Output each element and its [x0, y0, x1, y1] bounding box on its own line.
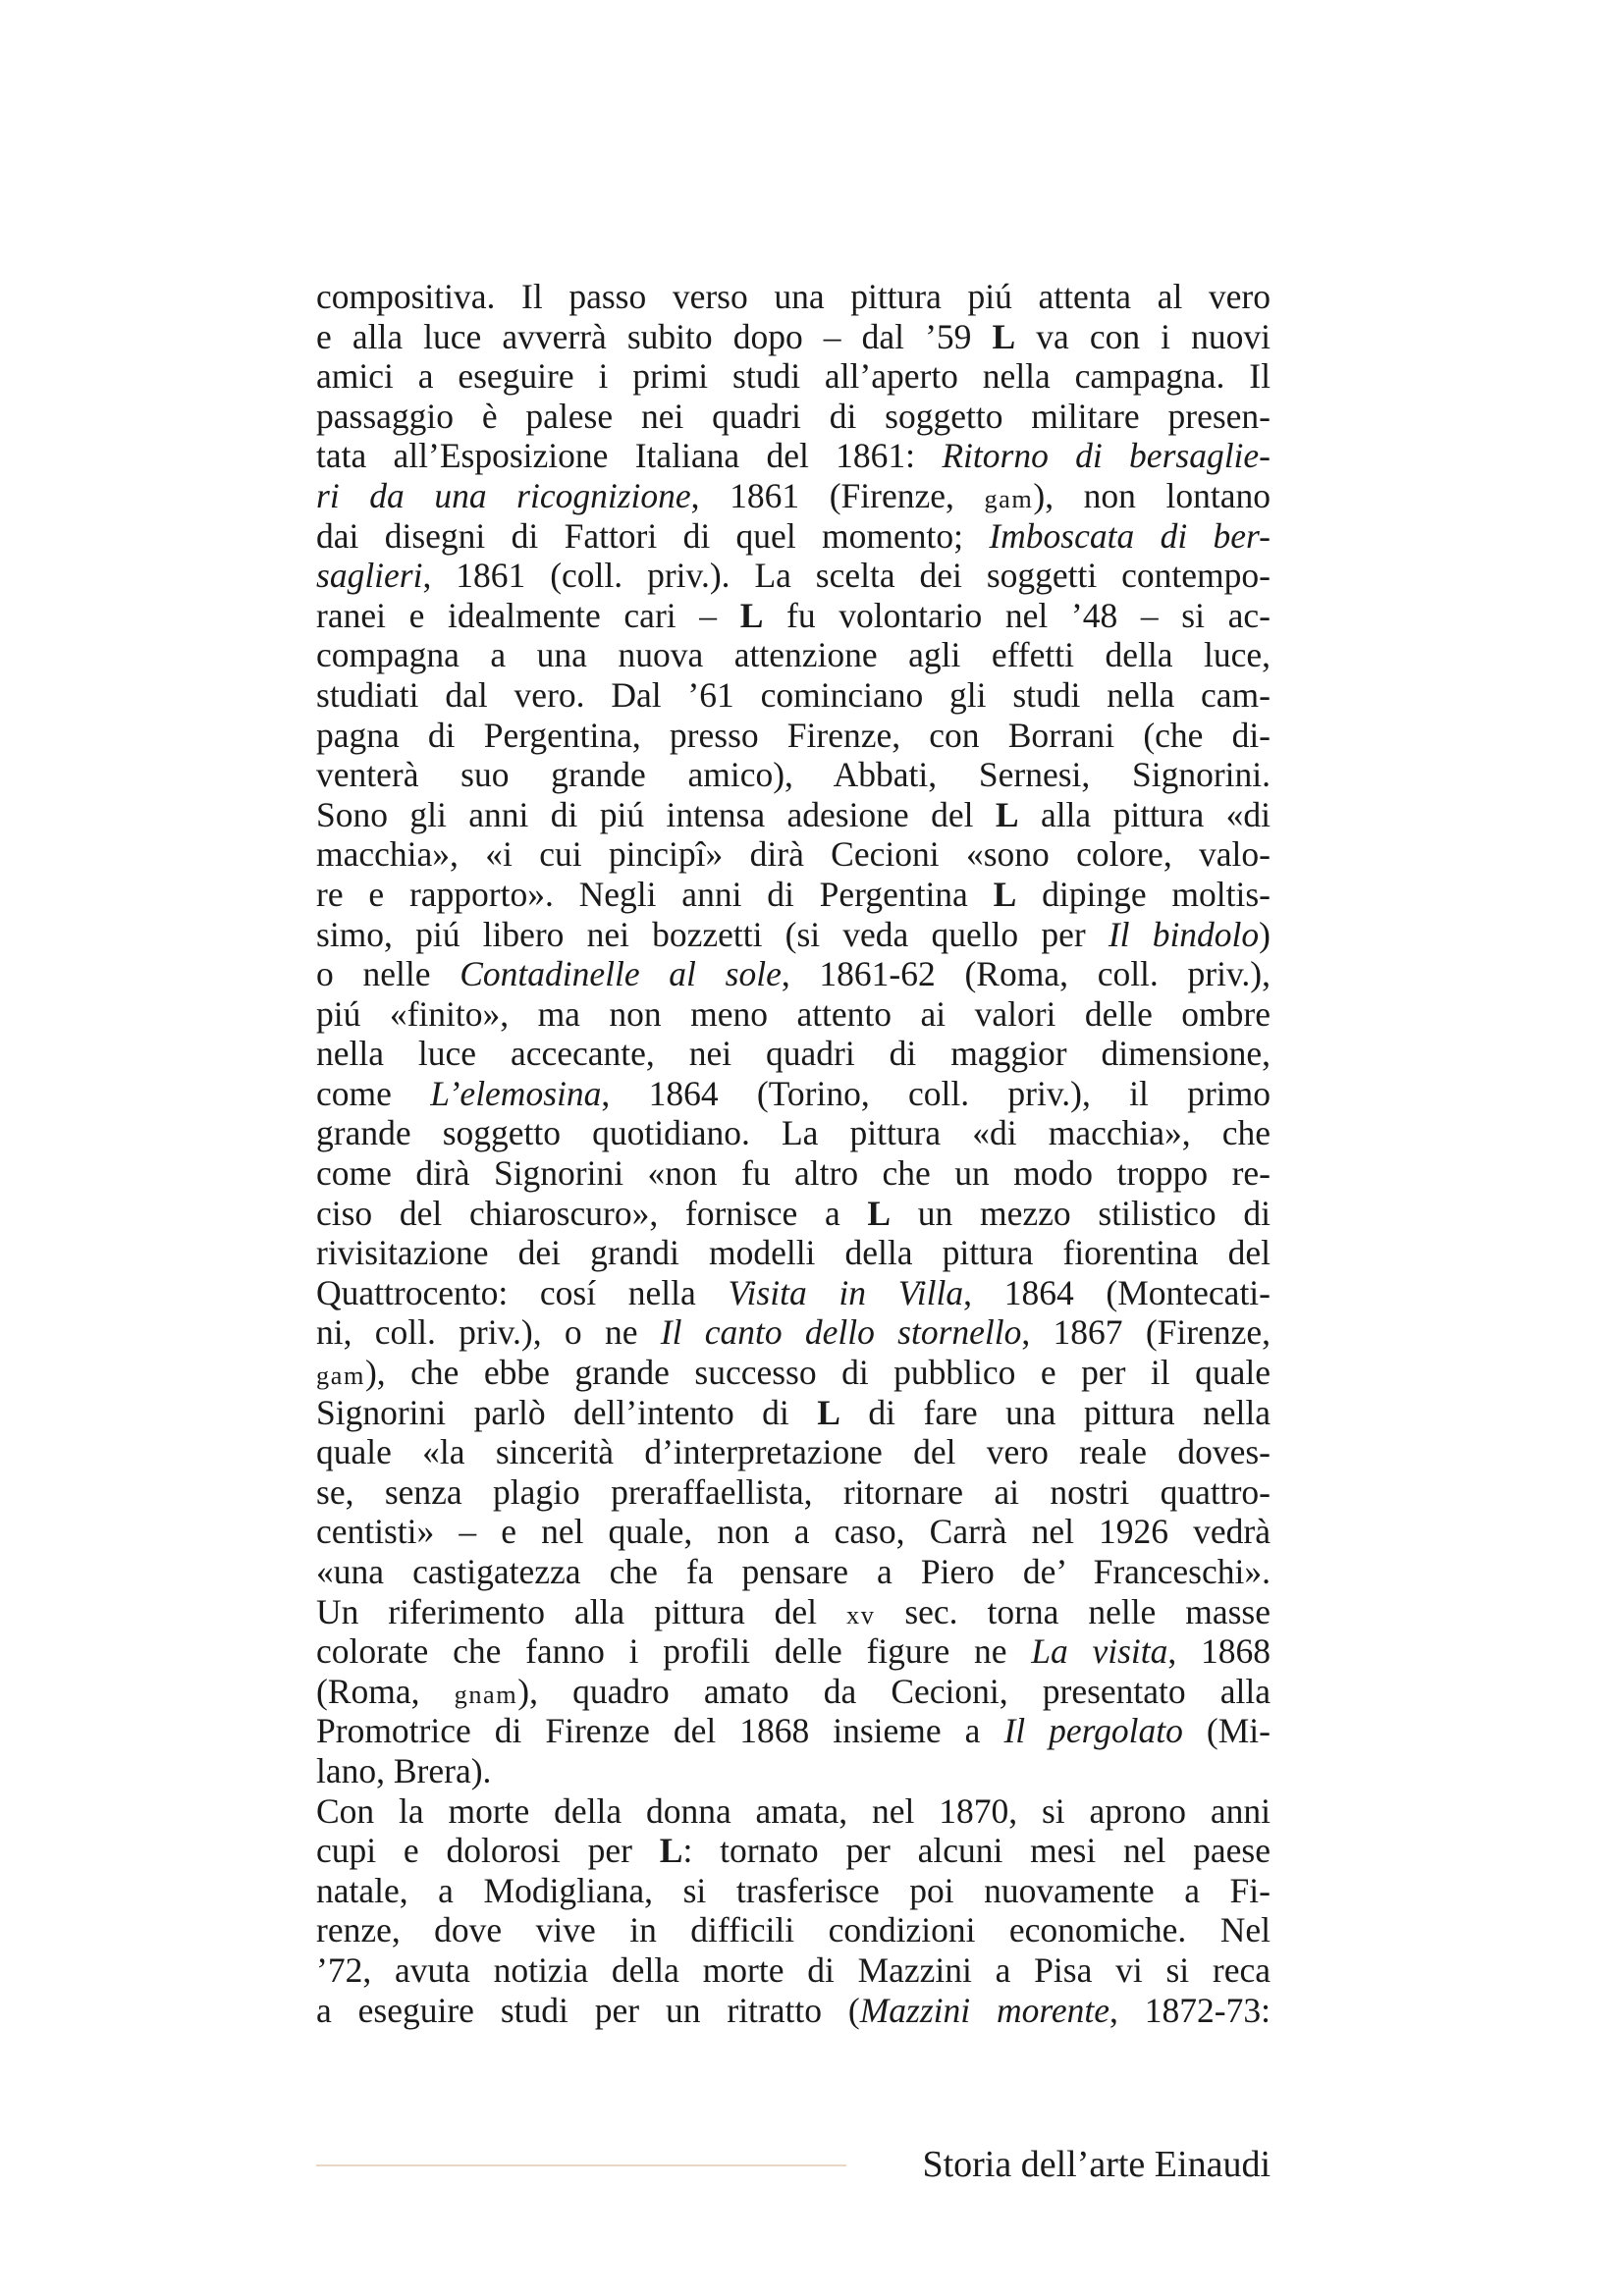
- footer-publication-title: Storia dell’arte Einaudi: [922, 2144, 1271, 2185]
- text-line: quale «la sincerità d’interpretazione del vero reale doves-: [316, 1432, 1271, 1472]
- text-line: cupi e dolorosi per L: tornato per alcuni mesi nel paese: [316, 1831, 1271, 1871]
- text-line: tata all’Esposizione Italiana del 1861: Ritorno di bersaglie-: [316, 436, 1271, 476]
- artwork-title: La visita: [1031, 1631, 1168, 1672]
- body-paragraph-1: [316, 277, 1271, 1791]
- body-paragraph-2: [316, 1791, 1271, 2031]
- author-initial: L: [867, 1193, 892, 1233]
- text-line: se, senza plagio preraffaellista, ritornare ai nostri quattro-: [316, 1471, 1271, 1512]
- artwork-title: saglieri: [316, 556, 423, 596]
- text-line: Sono gli anni di piú intensa adesione del L alla pittura «di: [316, 794, 1271, 834]
- text-line: pagna di Pergentina, presso Firenze, con Borrani (che di-: [316, 715, 1271, 755]
- text-line: natale, a Modigliana, si trasferisce poi nuovamente a Fi-: [316, 1870, 1271, 1910]
- text-line: o nelle Contadinelle al sole, 1861-62 (Roma, coll. priv.),: [316, 954, 1271, 994]
- text-line: venterà suo grande amico), Abbati, Sernesi, Signorini.: [316, 755, 1271, 795]
- text-line: amici a eseguire i primi studi all’aperto nella campagna. Il: [316, 356, 1271, 397]
- text-line: Un riferimento alla pittura del xv sec. torna nelle masse: [316, 1591, 1271, 1631]
- text-line: (Roma, gnam), quadro amato da Cecioni, presentato alla: [316, 1671, 1271, 1711]
- century-numeral: xv: [845, 1600, 876, 1629]
- text-line: grande soggetto quotidiano. La pittura «di macchia», che: [316, 1113, 1271, 1153]
- museum-abbreviation: gam: [984, 484, 1034, 513]
- artwork-title: Imboscata di ber-: [989, 515, 1271, 556]
- text-line: compagna a una nuova attenzione agli effetti della luce,: [316, 635, 1271, 675]
- text-line: passaggio è palese nei quadri di soggetto militare presen-: [316, 396, 1271, 436]
- text-line: ranei e idealmente cari – L fu volontario nel ’48 – si ac-: [316, 595, 1271, 635]
- text-line: Promotrice di Firenze del 1868 insieme a Il pergolato (Mi-: [316, 1711, 1271, 1751]
- text-line: re e rapporto». Negli anni di Pergentina L dipinge moltis-: [316, 874, 1271, 914]
- artwork-title: Visita in Villa: [728, 1272, 964, 1312]
- artwork-title: ri da una ricognizione: [316, 475, 691, 515]
- page-footer: [316, 2142, 1271, 2187]
- text-line: macchia», «i cui pincipî» dirà Cecioni «sono colore, valo-: [316, 834, 1271, 875]
- text-line: renze, dove vive in difficili condizioni economiche. Nel: [316, 1910, 1271, 1950]
- artwork-title: Il bindolo: [1108, 914, 1260, 954]
- footer-divider: [316, 2164, 846, 2166]
- artwork-title: L’elemosina: [430, 1073, 602, 1113]
- text-line: simo, piú libero nei bozzetti (si veda quello per Il bindolo): [316, 914, 1271, 954]
- text-line: colorate che fanno i profili delle figure ne La visita, 1868: [316, 1631, 1271, 1672]
- artwork-title: Ritorno di bersaglie-: [942, 436, 1271, 476]
- text-line: lano, Brera).: [316, 1750, 492, 1790]
- author-initial: L: [993, 874, 1017, 914]
- text-line: Quattrocento: cosí nella Visita in Villa, 1864 (Montecati-: [316, 1272, 1271, 1312]
- text-line: ciso del chiaroscuro», fornisce a L un mezzo stilistico di: [316, 1193, 1271, 1233]
- text-line: nella luce accecante, nei quadri di maggior dimensione,: [316, 1034, 1271, 1074]
- artwork-title: Il pergolato: [1003, 1711, 1183, 1751]
- page-body: [316, 277, 1271, 2030]
- text-line: rivisitazione dei grandi modelli della pittura fiorentina del: [316, 1233, 1271, 1273]
- text-line: gam), che ebbe grande successo di pubblico e per il quale: [316, 1353, 1271, 1393]
- artwork-title: Contadinelle al sole: [460, 954, 782, 994]
- text-line: «una castigatezza che fa pensare a Piero de’ Franceschi».: [316, 1552, 1271, 1591]
- author-initial: L: [659, 1831, 683, 1871]
- text-line: ni, coll. priv.), o ne Il canto dello stornello, 1867 (Firenze,: [316, 1312, 1271, 1353]
- text-line: ri da una ricognizione, 1861 (Firenze, gam), non lontano: [316, 475, 1271, 515]
- text-line: ’72, avuta notizia della morte di Mazzini a Pisa vi si reca: [316, 1949, 1271, 1990]
- artwork-title: Mazzini morente: [859, 1990, 1110, 2030]
- text-line: dai disegni di Fattori di quel momento; Imboscata di ber-: [316, 515, 1271, 556]
- text-line: a eseguire studi per un ritratto (Mazzini morente, 1872-73:: [316, 1990, 1271, 2030]
- text-line: come L’elemosina, 1864 (Torino, coll. priv.), il primo: [316, 1073, 1271, 1113]
- text-line: saglieri, 1861 (coll. priv.). La scelta dei soggetti contempo-: [316, 556, 1271, 596]
- author-initial: L: [817, 1392, 840, 1432]
- author-initial: L: [739, 595, 764, 635]
- author-initial: L: [992, 316, 1016, 356]
- text-line: studiati dal vero. Dal ’61 cominciano gli studi nella cam-: [316, 674, 1271, 715]
- artwork-title: Il canto dello stornello: [660, 1312, 1022, 1353]
- text-line: e alla luce avverrà subito dopo – dal ’59 L va con i nuovi: [316, 316, 1271, 356]
- text-line: piú «finito», ma non meno attento ai valori delle ombre: [316, 993, 1271, 1034]
- text-line: Signorini parlò dell’intento di L di fare una pittura nella: [316, 1392, 1271, 1432]
- museum-abbreviation: gam: [316, 1362, 365, 1391]
- author-initial: L: [995, 794, 1019, 834]
- museum-abbreviation: gnam: [454, 1680, 518, 1709]
- text-line: Con la morte della donna amata, nel 1870, si aprono anni: [316, 1790, 1271, 1831]
- text-line: come dirà Signorini «non fu altro che un modo troppo re-: [316, 1153, 1271, 1194]
- text-line: compositiva. Il passo verso una pittura piú attenta al vero: [316, 277, 1271, 316]
- text-line: centisti» – e nel quale, non a caso, Carrà nel 1926 vedrà: [316, 1512, 1271, 1552]
